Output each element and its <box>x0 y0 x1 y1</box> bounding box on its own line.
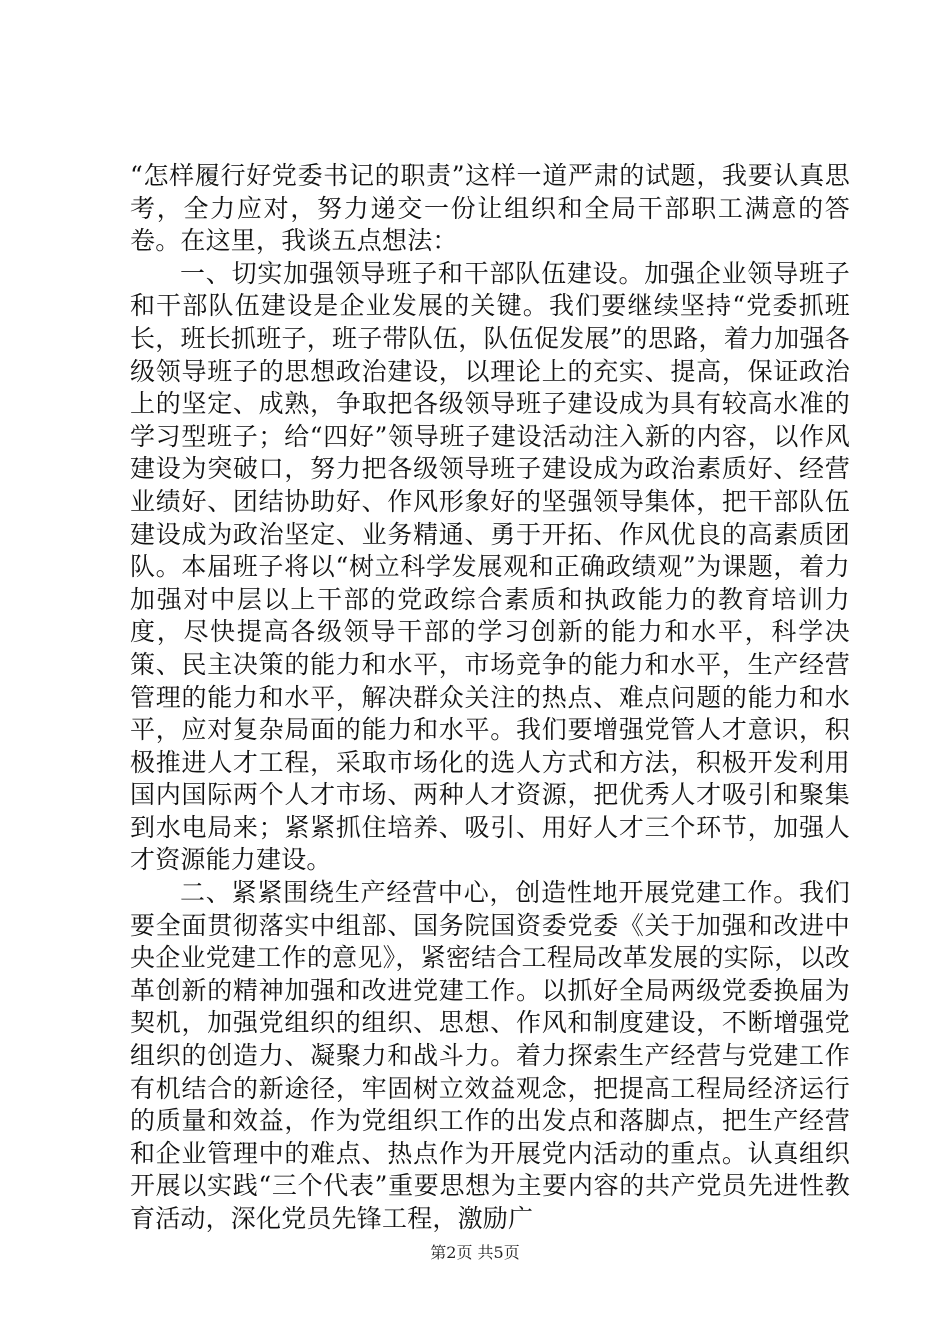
paragraph-point-two: 二、紧紧围绕生产经营中心，创造性地开展党建工作。我们要全面贯彻落实中组部、国务院国资委党委《关于加强和改进中央企业党建工作的意见》，紧密结合工程局改革发展的实际，以改革创新的精神加强和改进党建工作。以抓好全局两级党委换届为契机，加强党组织的组织、思想、作风和制度建设，不断增强党组织的创造力、凝聚力和战斗力。着力探索生产经营与党建工作有机结合的新途径，牢固树立效益观念，把提高工程局经济运行的质量和效益，作为党组织工作的出发点和落脚点，把生产经营和企业管理中的难点、热点作为开展党内活动的重点。认真组织开展以实践“三个代表”重要思想为主要内容的共产党员先进性教育活动，深化党员先锋工程，激励广 <box>130 878 850 1233</box>
document-body <box>130 160 850 1236</box>
paragraph-intro: “怎样履行好党委书记的职责”这样一道严肃的试题，我要认真思考，全力应对，努力递交一份让组织和全局干部职工满意的答卷。在这里，我谈五点想法： <box>130 161 850 256</box>
paragraph-point-one: 一、切实加强领导班子和干部队伍建设。加强企业领导班子和干部队伍建设是企业发展的关键。我们要继续坚持“党委抓班长，班长抓班子，班子带队伍，队伍促发展”的思路，着力加强各级领导班子的思想政治建设，以理论上的充实、提高，保证政治上的坚定、成熟，争取把各级领导班子建设成为具有较高水准的学习型班子；给“四好”领导班子建设活动注入新的内容，以作风建设为突破口，努力把各级领导班子建设成为政治素质好、经营业绩好、团结协助好、作风形象好的坚强领导集体，把干部队伍建设成为政治坚定、业务精通、勇于开拓、作风优良的高素质团队。本届班子将以“树立科学发展观和正确政绩观”为课题，着力加强对中层以上干部的党政综合素质和执政能力的教育培训力度，尽快提高各级领导干部的学习创新的能力和水平，科学决策、民主决策的能力和水平，市场竞争的能力和水平，生产经营管理的能力和水平，解决群众关注的热点、难点问题的能力和水平，应对复杂局面的能力和水平。我们要增强党管人才意识，积极推进人才工程，采取市场化的选人方式和方法，积极开发利用国内国际两个人才市场、两种人才资源，把优秀人才吸引和聚集到水电局来；紧紧抓住培养、吸引、用好人才三个环节，加强人才资源能力建设。 <box>130 258 850 875</box>
page-footer: 第2页 共5页 <box>430 1243 520 1262</box>
